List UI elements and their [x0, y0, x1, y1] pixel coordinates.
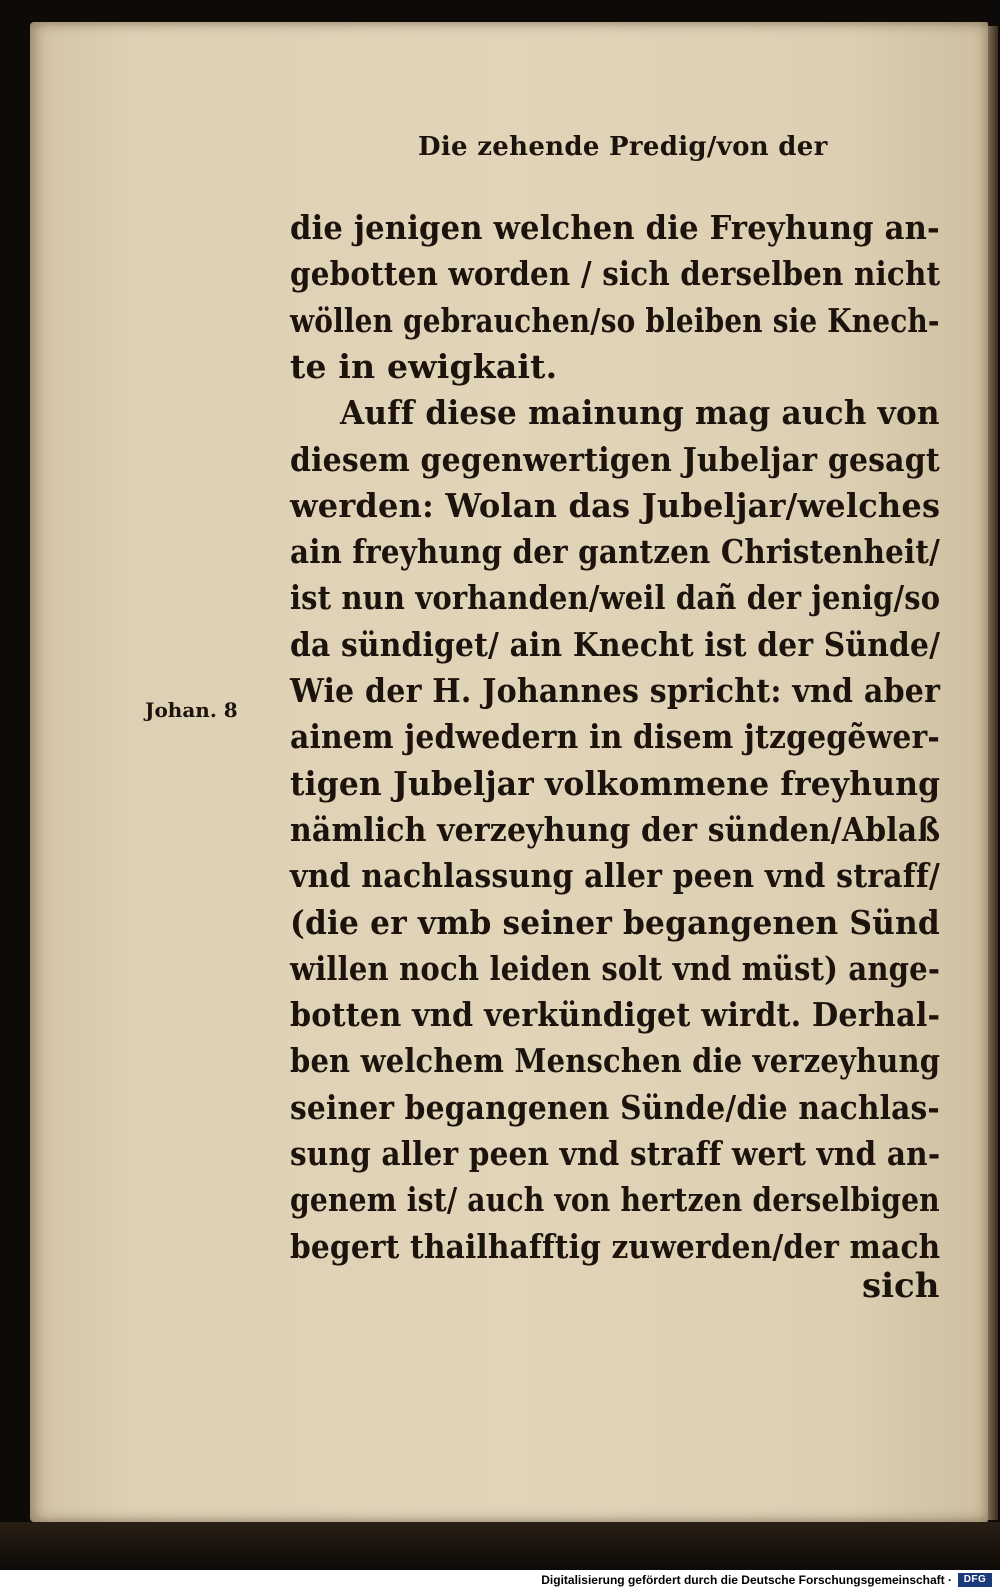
text-line: tigen Jubeljar volkommene freyhung: [290, 763, 941, 803]
book-bottom-edge: [0, 1522, 1000, 1570]
text-line: gebotten worden / sich derselben nicht: [290, 254, 941, 294]
text-line: begert thailhafftig zuwerden/der mach: [290, 1226, 941, 1266]
margin-note: Johan. 8: [145, 698, 238, 722]
dfg-logo: DFG: [958, 1573, 992, 1587]
text-line: wöllen gebrauchen/so bleiben sie Knech-: [290, 300, 940, 340]
text-line: ain freyhung der gantzen Christenheit/: [290, 532, 940, 572]
text-line: (die er vmb seiner begangenen Sünd: [290, 902, 940, 942]
text-line: die jenigen welchen die Freyhung an-: [290, 208, 940, 247]
text-line: werden: Wolan das Jubeljar/welches: [290, 485, 941, 525]
text-line: nämlich verzeyhung der sünden/Ablaß: [290, 809, 941, 849]
page-edge: [988, 26, 998, 1520]
text-line: willen noch leiden solt vnd müst) ange-: [290, 948, 941, 988]
text-line: seiner begangenen Sünde/die nachlas-: [290, 1087, 940, 1127]
text-line: ainem jedwedern in disem jtzgegẽwer-: [290, 717, 941, 757]
text-line: ben welchem Menschen die verzeyhung: [290, 1041, 941, 1081]
catchword: sich: [862, 1266, 940, 1306]
text-line: da sündiget/ ain Knecht ist der Sünde/: [290, 624, 941, 664]
text-line: te in ewigkait.: [290, 346, 558, 386]
text-line: sung aller peen vnd straff wert vnd an-: [290, 1134, 941, 1173]
text-line: diesem gegenwertigen Jubeljar gesagt: [290, 439, 940, 479]
footer-credit: Digitalisierung gefördert durch die Deutsche Forschungsgemeinschaft ·: [541, 1573, 952, 1587]
text-line: genem ist/ auch von hertzen derselbigen: [290, 1180, 940, 1220]
text-line: ist nun vorhanden/weil dañ der jenig/so: [290, 578, 941, 618]
text-line: botten vnd verkündiget wirdt. Derhal-: [290, 995, 941, 1035]
text-line: Auff diese mainung mag auch von: [340, 393, 940, 433]
text-line: Wie der H. Johannes spricht: vnd aber: [290, 671, 941, 710]
text-line: vnd nachlassung aller peen vnd straff/: [290, 856, 941, 896]
running-head: Die zehende Predig/von der: [418, 132, 828, 162]
